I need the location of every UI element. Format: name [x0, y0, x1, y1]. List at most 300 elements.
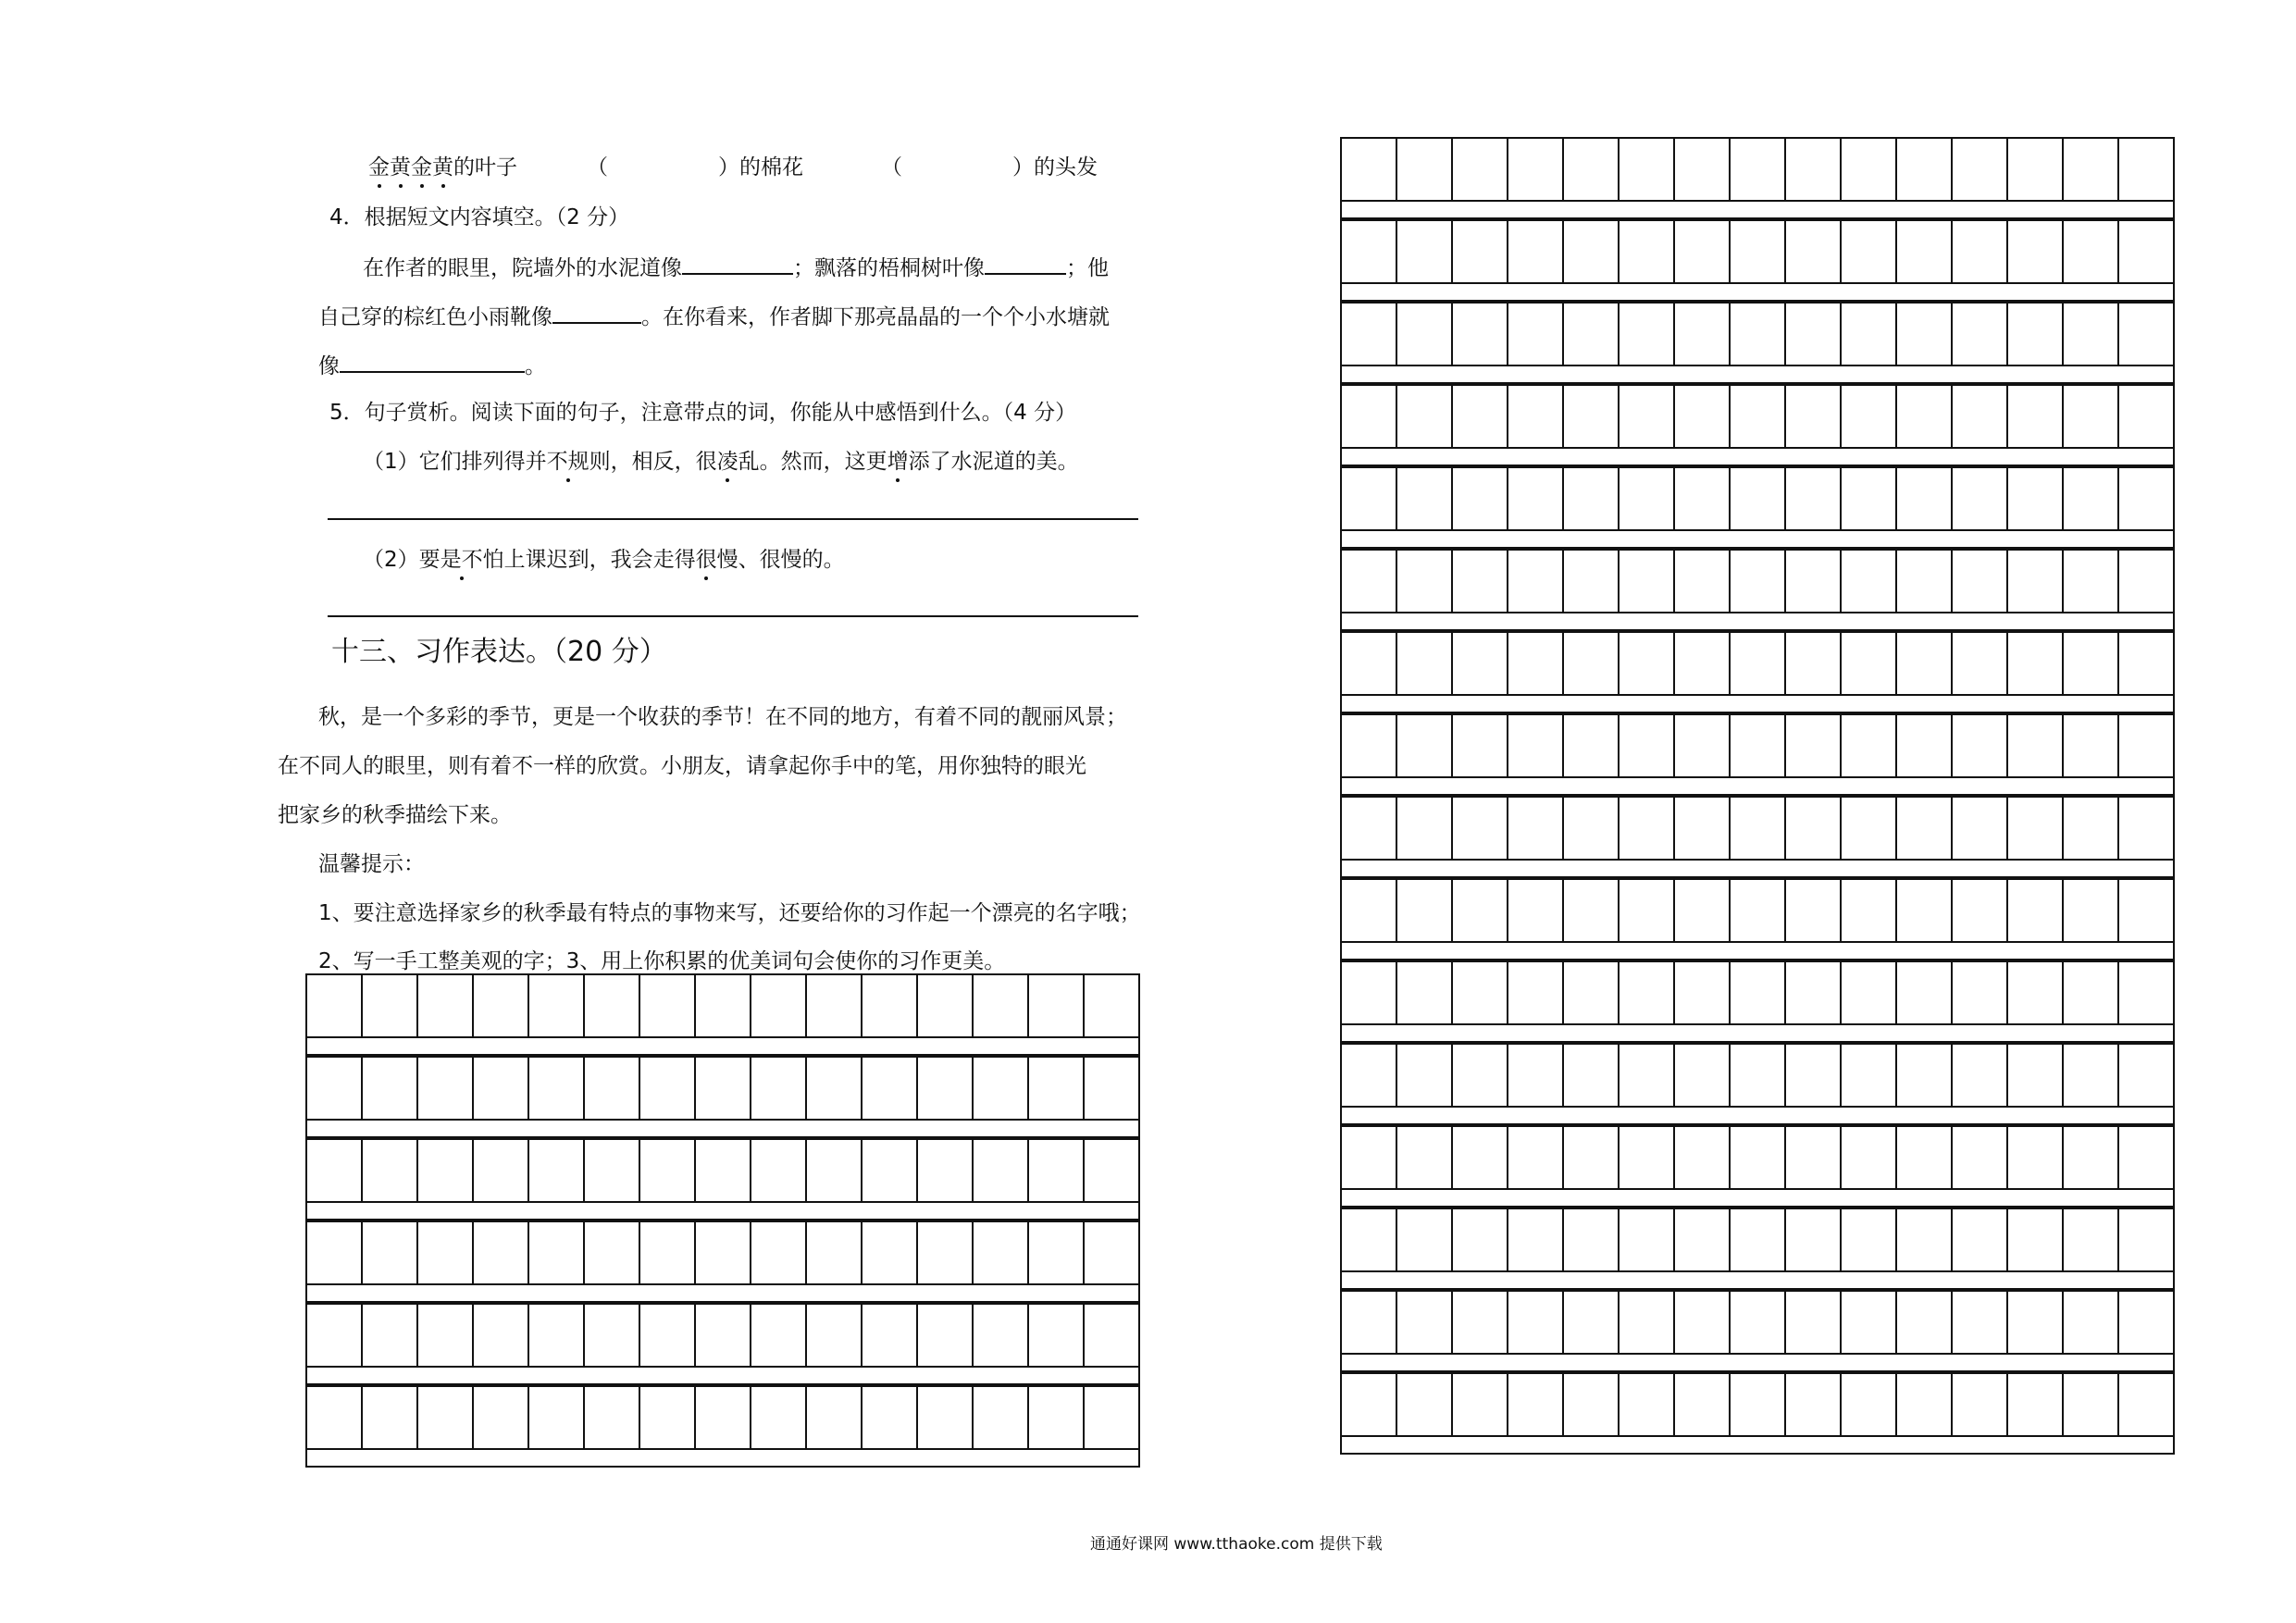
grid-cell[interactable]	[1618, 1043, 1675, 1108]
grid-cell[interactable]	[639, 1056, 696, 1121]
grid-cell[interactable]	[472, 973, 529, 1038]
grid-cell[interactable]	[1784, 302, 1842, 366]
grid-cell[interactable]	[694, 1056, 751, 1121]
grid-cell[interactable]	[2062, 1290, 2119, 1355]
grid-cell[interactable]	[2117, 796, 2175, 861]
grid-cell[interactable]	[1618, 384, 1675, 449]
grid-cell[interactable]	[1618, 219, 1675, 284]
grid-cell[interactable]	[2062, 713, 2119, 778]
grid-cell[interactable]	[1562, 631, 1620, 696]
grid-cell[interactable]	[750, 973, 807, 1038]
grid-cell[interactable]	[1951, 302, 2008, 366]
grid-cell[interactable]	[1451, 137, 1508, 202]
grid-cell[interactable]	[361, 1303, 418, 1368]
grid-cell[interactable]	[2117, 713, 2175, 778]
grid-cell[interactable]	[2062, 631, 2119, 696]
grid-cell[interactable]	[1951, 1208, 2008, 1272]
answer-line-2[interactable]	[328, 615, 1138, 617]
writing-grid-right[interactable]	[1340, 137, 2178, 1452]
grid-cell[interactable]	[1895, 1290, 1953, 1355]
grid-cell[interactable]	[1895, 1125, 1953, 1190]
grid-cell[interactable]	[1729, 1125, 1786, 1190]
grid-cell[interactable]	[1340, 549, 1397, 613]
grid-cell[interactable]	[2006, 878, 2064, 943]
grid-cell[interactable]	[1027, 1220, 1085, 1285]
grid-cell[interactable]	[916, 1056, 974, 1121]
grid-cell[interactable]	[2006, 1208, 2064, 1272]
grid-cell[interactable]	[2006, 137, 2064, 202]
grid-cell[interactable]	[1027, 1138, 1085, 1203]
grid-cell[interactable]	[1673, 137, 1731, 202]
grid-cell[interactable]	[861, 1056, 918, 1121]
grid-cell[interactable]	[1729, 631, 1786, 696]
grid-cell[interactable]	[750, 1303, 807, 1368]
grid-cell[interactable]	[1729, 1372, 1786, 1437]
grid-cell[interactable]	[1840, 1043, 1897, 1108]
grid-cell[interactable]	[1784, 1125, 1842, 1190]
grid-cell[interactable]	[2006, 1290, 2064, 1355]
grid-cell[interactable]	[2062, 302, 2119, 366]
grid-cell[interactable]	[972, 1056, 1029, 1121]
grid-cell[interactable]	[1396, 466, 1453, 531]
grid-cell[interactable]	[1340, 796, 1397, 861]
grid-cell[interactable]	[1507, 137, 1564, 202]
grid-cell[interactable]	[861, 1138, 918, 1203]
grid-cell[interactable]	[1507, 384, 1564, 449]
grid-cell[interactable]	[2006, 466, 2064, 531]
grid-cell[interactable]	[1784, 466, 1842, 531]
grid-cell[interactable]	[639, 973, 696, 1038]
grid-cell[interactable]	[1729, 549, 1786, 613]
grid-cell[interactable]	[861, 973, 918, 1038]
grid-cell[interactable]	[1083, 1138, 1140, 1203]
grid-cell[interactable]	[1951, 960, 2008, 1025]
grid-cell[interactable]	[1507, 1372, 1564, 1437]
grid-cell[interactable]	[1083, 1220, 1140, 1285]
grid-cell[interactable]	[1562, 960, 1620, 1025]
grid-cell[interactable]	[1784, 1290, 1842, 1355]
grid-cell[interactable]	[1895, 713, 1953, 778]
grid-cell[interactable]	[1673, 1043, 1731, 1108]
grid-cell[interactable]	[1951, 466, 2008, 531]
grid-cell[interactable]	[1729, 960, 1786, 1025]
grid-cell[interactable]	[1840, 796, 1897, 861]
grid-cell[interactable]	[861, 1220, 918, 1285]
grid-cell[interactable]	[1895, 960, 1953, 1025]
grid-cell[interactable]	[1507, 960, 1564, 1025]
grid-cell[interactable]	[1840, 960, 1897, 1025]
grid-cell[interactable]	[1451, 1043, 1508, 1108]
grid-cell[interactable]	[1027, 1056, 1085, 1121]
grid-cell[interactable]	[2006, 549, 2064, 613]
grid-cell[interactable]	[805, 973, 863, 1038]
grid-cell[interactable]	[1083, 1385, 1140, 1450]
grid-cell[interactable]	[1396, 1208, 1453, 1272]
grid-cell[interactable]	[1784, 1043, 1842, 1108]
grid-cell[interactable]	[2117, 219, 2175, 284]
grid-cell[interactable]	[1083, 1056, 1140, 1121]
grid-cell[interactable]	[2062, 878, 2119, 943]
grid-cell[interactable]	[361, 1056, 418, 1121]
grid-cell[interactable]	[1507, 796, 1564, 861]
grid-cell[interactable]	[1562, 302, 1620, 366]
grid-cell[interactable]	[1507, 1290, 1564, 1355]
grid-cell[interactable]	[2117, 1125, 2175, 1190]
grid-cell[interactable]	[2006, 960, 2064, 1025]
grid-cell[interactable]	[527, 1056, 585, 1121]
grid-cell[interactable]	[1562, 219, 1620, 284]
grid-cell[interactable]	[1451, 878, 1508, 943]
blank-puddle[interactable]	[340, 351, 525, 373]
grid-cell[interactable]	[1507, 631, 1564, 696]
grid-cell[interactable]	[1396, 796, 1453, 861]
grid-cell[interactable]	[1784, 549, 1842, 613]
grid-cell[interactable]	[1507, 1125, 1564, 1190]
grid-cell[interactable]	[1840, 137, 1897, 202]
grid-cell[interactable]	[1840, 1208, 1897, 1272]
grid-cell[interactable]	[2062, 1372, 2119, 1437]
grid-cell[interactable]	[416, 1385, 474, 1450]
grid-cell[interactable]	[972, 1220, 1029, 1285]
grid-cell[interactable]	[416, 1303, 474, 1368]
grid-cell[interactable]	[1396, 219, 1453, 284]
grid-cell[interactable]	[1840, 1290, 1897, 1355]
grid-cell[interactable]	[1618, 549, 1675, 613]
grid-cell[interactable]	[2062, 466, 2119, 531]
grid-cell[interactable]	[472, 1385, 529, 1450]
grid-cell[interactable]	[1951, 878, 2008, 943]
grid-cell[interactable]	[1396, 384, 1453, 449]
grid-cell[interactable]	[972, 1138, 1029, 1203]
grid-cell[interactable]	[1784, 1208, 1842, 1272]
blank-cement-road[interactable]	[682, 253, 793, 275]
grid-cell[interactable]	[1396, 1290, 1453, 1355]
grid-cell[interactable]	[1340, 1125, 1397, 1190]
grid-cell[interactable]	[805, 1138, 863, 1203]
grid-cell[interactable]	[583, 1138, 640, 1203]
grid-cell[interactable]	[305, 1385, 363, 1450]
grid-cell[interactable]	[1340, 878, 1397, 943]
grid-cell[interactable]	[1784, 1372, 1842, 1437]
grid-cell[interactable]	[1673, 549, 1731, 613]
grid-cell[interactable]	[1729, 1043, 1786, 1108]
grid-cell[interactable]	[305, 1138, 363, 1203]
grid-cell[interactable]	[1951, 1372, 2008, 1437]
grid-cell[interactable]	[1451, 549, 1508, 613]
grid-cell[interactable]	[1673, 713, 1731, 778]
grid-cell[interactable]	[305, 1220, 363, 1285]
grid-cell[interactable]	[861, 1385, 918, 1450]
grid-cell[interactable]	[805, 1220, 863, 1285]
grid-cell[interactable]	[2062, 384, 2119, 449]
grid-cell[interactable]	[1451, 1125, 1508, 1190]
grid-cell[interactable]	[583, 1056, 640, 1121]
grid-cell[interactable]	[2062, 137, 2119, 202]
grid-cell[interactable]	[1451, 713, 1508, 778]
grid-cell[interactable]	[639, 1138, 696, 1203]
grid-cell[interactable]	[1340, 1290, 1397, 1355]
grid-cell[interactable]	[1340, 1043, 1397, 1108]
grid-cell[interactable]	[472, 1303, 529, 1368]
grid-cell[interactable]	[1729, 1290, 1786, 1355]
grid-cell[interactable]	[972, 973, 1029, 1038]
grid-cell[interactable]	[2117, 1290, 2175, 1355]
grid-cell[interactable]	[1784, 796, 1842, 861]
grid-cell[interactable]	[1895, 796, 1953, 861]
grid-cell[interactable]	[1840, 878, 1897, 943]
grid-cell[interactable]	[1784, 713, 1842, 778]
grid-cell[interactable]	[750, 1220, 807, 1285]
answer-blank-hair[interactable]	[924, 159, 1007, 180]
grid-cell[interactable]	[861, 1303, 918, 1368]
grid-cell[interactable]	[1340, 960, 1397, 1025]
grid-cell[interactable]	[1340, 137, 1397, 202]
grid-cell[interactable]	[583, 973, 640, 1038]
grid-cell[interactable]	[1951, 1125, 2008, 1190]
grid-cell[interactable]	[527, 1220, 585, 1285]
grid-cell[interactable]	[1451, 960, 1508, 1025]
grid-cell[interactable]	[1840, 302, 1897, 366]
grid-cell[interactable]	[1507, 878, 1564, 943]
grid-cell[interactable]	[1784, 219, 1842, 284]
grid-cell[interactable]	[416, 1056, 474, 1121]
grid-cell[interactable]	[1451, 466, 1508, 531]
grid-cell[interactable]	[1340, 384, 1397, 449]
grid-cell[interactable]	[1027, 1385, 1085, 1450]
grid-cell[interactable]	[1895, 137, 1953, 202]
grid-cell[interactable]	[1840, 1125, 1897, 1190]
grid-cell[interactable]	[916, 1385, 974, 1450]
grid-cell[interactable]	[1673, 796, 1731, 861]
grid-cell[interactable]	[2062, 1125, 2119, 1190]
grid-cell[interactable]	[1396, 1372, 1453, 1437]
grid-cell[interactable]	[1618, 1372, 1675, 1437]
grid-cell[interactable]	[1396, 137, 1453, 202]
grid-cell[interactable]	[1618, 302, 1675, 366]
grid-cell[interactable]	[1784, 631, 1842, 696]
grid-cell[interactable]	[1673, 960, 1731, 1025]
grid-cell[interactable]	[639, 1385, 696, 1450]
grid-cell[interactable]	[1451, 219, 1508, 284]
grid-cell[interactable]	[1840, 384, 1897, 449]
grid-cell[interactable]	[1951, 713, 2008, 778]
grid-cell[interactable]	[2117, 631, 2175, 696]
grid-cell[interactable]	[805, 1385, 863, 1450]
grid-cell[interactable]	[1451, 1290, 1508, 1355]
grid-cell[interactable]	[1840, 631, 1897, 696]
grid-cell[interactable]	[750, 1385, 807, 1450]
grid-cell[interactable]	[694, 1220, 751, 1285]
grid-cell[interactable]	[972, 1303, 1029, 1368]
grid-cell[interactable]	[1451, 384, 1508, 449]
grid-cell[interactable]	[1340, 1372, 1397, 1437]
grid-cell[interactable]	[694, 1385, 751, 1450]
grid-cell[interactable]	[1951, 384, 2008, 449]
grid-cell[interactable]	[1673, 384, 1731, 449]
grid-cell[interactable]	[1840, 219, 1897, 284]
grid-cell[interactable]	[1562, 1372, 1620, 1437]
grid-cell[interactable]	[1396, 1043, 1453, 1108]
grid-cell[interactable]	[1396, 960, 1453, 1025]
grid-cell[interactable]	[1083, 973, 1140, 1038]
grid-cell[interactable]	[1562, 713, 1620, 778]
grid-cell[interactable]	[750, 1056, 807, 1121]
grid-cell[interactable]	[2062, 796, 2119, 861]
grid-cell[interactable]	[750, 1138, 807, 1203]
grid-cell[interactable]	[1027, 973, 1085, 1038]
grid-cell[interactable]	[1507, 1043, 1564, 1108]
grid-cell[interactable]	[527, 1385, 585, 1450]
grid-cell[interactable]	[1951, 219, 2008, 284]
grid-cell[interactable]	[1895, 1372, 1953, 1437]
grid-cell[interactable]	[1784, 384, 1842, 449]
grid-cell[interactable]	[1507, 1208, 1564, 1272]
grid-cell[interactable]	[1562, 1208, 1620, 1272]
grid-cell[interactable]	[1673, 1290, 1731, 1355]
grid-cell[interactable]	[583, 1220, 640, 1285]
grid-cell[interactable]	[1562, 1043, 1620, 1108]
grid-cell[interactable]	[305, 973, 363, 1038]
grid-cell[interactable]	[305, 1303, 363, 1368]
grid-cell[interactable]	[2006, 631, 2064, 696]
grid-cell[interactable]	[2062, 549, 2119, 613]
grid-cell[interactable]	[1784, 137, 1842, 202]
grid-cell[interactable]	[1451, 302, 1508, 366]
grid-cell[interactable]	[1618, 713, 1675, 778]
grid-cell[interactable]	[805, 1303, 863, 1368]
grid-cell[interactable]	[1396, 549, 1453, 613]
grid-cell[interactable]	[1673, 302, 1731, 366]
grid-cell[interactable]	[1729, 466, 1786, 531]
grid-cell[interactable]	[2062, 1208, 2119, 1272]
grid-cell[interactable]	[1562, 1290, 1620, 1355]
grid-cell[interactable]	[2006, 796, 2064, 861]
grid-cell[interactable]	[972, 1385, 1029, 1450]
grid-cell[interactable]	[361, 973, 418, 1038]
grid-cell[interactable]	[1840, 713, 1897, 778]
grid-cell[interactable]	[1562, 384, 1620, 449]
grid-cell[interactable]	[416, 1220, 474, 1285]
grid-cell[interactable]	[1895, 302, 1953, 366]
grid-cell[interactable]	[583, 1385, 640, 1450]
grid-cell[interactable]	[2117, 960, 2175, 1025]
grid-cell[interactable]	[1951, 1290, 2008, 1355]
grid-cell[interactable]	[2117, 1372, 2175, 1437]
grid-cell[interactable]	[1396, 631, 1453, 696]
grid-cell[interactable]	[1729, 1208, 1786, 1272]
grid-cell[interactable]	[639, 1220, 696, 1285]
grid-cell[interactable]	[1895, 1043, 1953, 1108]
grid-cell[interactable]	[361, 1385, 418, 1450]
writing-grid-left[interactable]	[305, 973, 1142, 1468]
grid-cell[interactable]	[1673, 878, 1731, 943]
grid-cell[interactable]	[1673, 1372, 1731, 1437]
grid-cell[interactable]	[1618, 1208, 1675, 1272]
answer-line-1[interactable]	[328, 518, 1138, 520]
grid-cell[interactable]	[1840, 1372, 1897, 1437]
grid-cell[interactable]	[2006, 1125, 2064, 1190]
grid-cell[interactable]	[1507, 549, 1564, 613]
grid-cell[interactable]	[2006, 384, 2064, 449]
grid-cell[interactable]	[2117, 549, 2175, 613]
grid-cell[interactable]	[527, 1138, 585, 1203]
blank-rain-boots[interactable]	[552, 302, 641, 324]
grid-cell[interactable]	[1618, 878, 1675, 943]
grid-cell[interactable]	[1562, 796, 1620, 861]
grid-cell[interactable]	[1895, 878, 1953, 943]
grid-cell[interactable]	[2062, 1043, 2119, 1108]
grid-cell[interactable]	[1618, 631, 1675, 696]
grid-cell[interactable]	[1895, 219, 1953, 284]
grid-cell[interactable]	[472, 1056, 529, 1121]
grid-cell[interactable]	[1451, 631, 1508, 696]
grid-cell[interactable]	[916, 1220, 974, 1285]
grid-cell[interactable]	[2117, 302, 2175, 366]
grid-cell[interactable]	[1951, 549, 2008, 613]
grid-cell[interactable]	[1562, 549, 1620, 613]
grid-cell[interactable]	[361, 1220, 418, 1285]
grid-cell[interactable]	[1507, 219, 1564, 284]
grid-cell[interactable]	[1895, 384, 1953, 449]
grid-cell[interactable]	[1396, 713, 1453, 778]
grid-cell[interactable]	[2006, 219, 2064, 284]
grid-cell[interactable]	[2062, 219, 2119, 284]
grid-cell[interactable]	[1451, 1208, 1508, 1272]
grid-cell[interactable]	[916, 973, 974, 1038]
grid-cell[interactable]	[1729, 302, 1786, 366]
grid-cell[interactable]	[1396, 878, 1453, 943]
grid-cell[interactable]	[2117, 1208, 2175, 1272]
grid-cell[interactable]	[1673, 1208, 1731, 1272]
grid-cell[interactable]	[1895, 466, 1953, 531]
grid-cell[interactable]	[2117, 137, 2175, 202]
grid-cell[interactable]	[1951, 1043, 2008, 1108]
grid-cell[interactable]	[916, 1138, 974, 1203]
grid-cell[interactable]	[1729, 796, 1786, 861]
grid-cell[interactable]	[1951, 631, 2008, 696]
grid-cell[interactable]	[1340, 631, 1397, 696]
grid-cell[interactable]	[2117, 466, 2175, 531]
grid-cell[interactable]	[694, 1303, 751, 1368]
grid-cell[interactable]	[361, 1138, 418, 1203]
grid-cell[interactable]	[1396, 1125, 1453, 1190]
grid-cell[interactable]	[2006, 302, 2064, 366]
grid-cell[interactable]	[1340, 219, 1397, 284]
grid-cell[interactable]	[1562, 466, 1620, 531]
grid-cell[interactable]	[2006, 713, 2064, 778]
grid-cell[interactable]	[1618, 960, 1675, 1025]
grid-cell[interactable]	[2062, 960, 2119, 1025]
grid-cell[interactable]	[1451, 1372, 1508, 1437]
grid-cell[interactable]	[1729, 219, 1786, 284]
grid-cell[interactable]	[527, 1303, 585, 1368]
grid-cell[interactable]	[1840, 549, 1897, 613]
grid-cell[interactable]	[1618, 796, 1675, 861]
grid-cell[interactable]	[1951, 137, 2008, 202]
grid-cell[interactable]	[1673, 219, 1731, 284]
grid-cell[interactable]	[1340, 1208, 1397, 1272]
grid-cell[interactable]	[2117, 878, 2175, 943]
grid-cell[interactable]	[1895, 549, 1953, 613]
grid-cell[interactable]	[1895, 1208, 1953, 1272]
grid-cell[interactable]	[1451, 796, 1508, 861]
grid-cell[interactable]	[1673, 466, 1731, 531]
grid-cell[interactable]	[1951, 796, 2008, 861]
blank-leaf[interactable]	[985, 253, 1066, 275]
grid-cell[interactable]	[1340, 302, 1397, 366]
grid-cell[interactable]	[1784, 960, 1842, 1025]
grid-cell[interactable]	[1729, 137, 1786, 202]
